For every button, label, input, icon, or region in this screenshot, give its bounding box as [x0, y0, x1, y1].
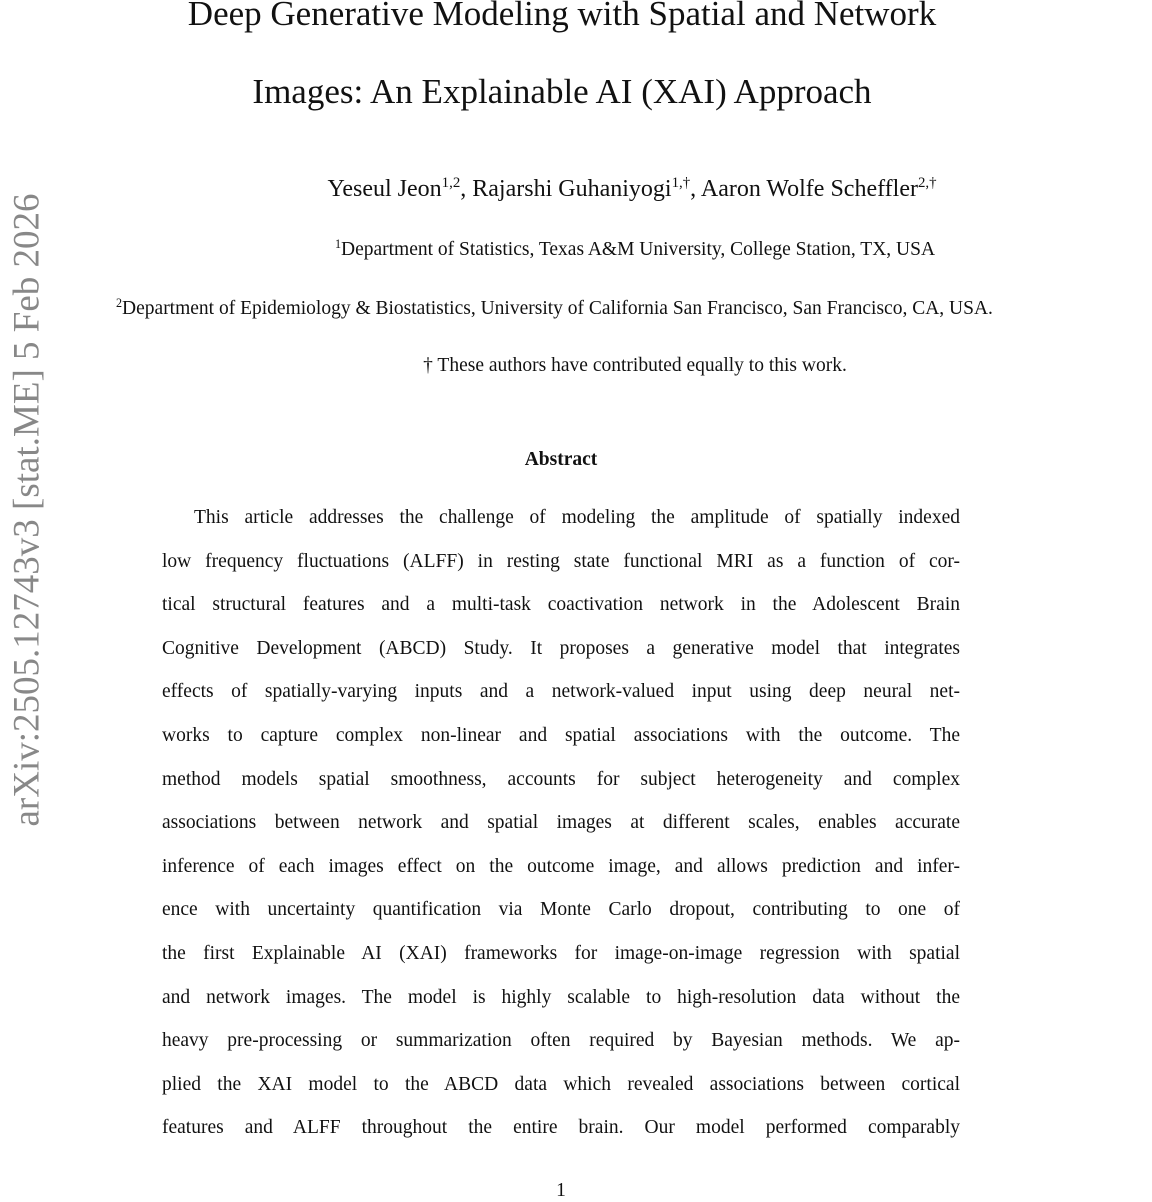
equal-contribution-note: † These authors have contributed equally to this work. — [423, 355, 847, 376]
abstract-line: effects of spatially-varying inputs and a network-valued input using deep neural net- — [162, 681, 960, 703]
abstract-line: ence with uncertainty quantification via Monte Carlo dropout, contributing to one of — [162, 899, 960, 921]
abstract-body — [162, 505, 960, 1159]
abstract-line: tical structural features and a multi-task coactivation network in the Adolescent Brain — [162, 594, 960, 616]
author-name: Aaron Wolfe Scheffler — [700, 176, 918, 202]
abstract-line: This article addresses the challenge of modeling the amplitude of spatially indexed — [194, 507, 960, 528]
abstract-heading: Abstract — [524, 449, 598, 470]
abstract-line: works to capture complex non-linear and spatial associations with the outcome. The — [162, 724, 960, 746]
abstract-line: low frequency fluctuations (ALFF) in resting state functional MRI as a function of cor- — [162, 550, 960, 572]
page-number: 1 — [556, 1180, 566, 1201]
affiliation-text: Department of Epidemiology & Biostatistics, University of California San Francisco, San Francisco, CA, USA. — [122, 298, 993, 319]
paper-title-line-1: Deep Generative Modeling with Spatial and Network — [187, 0, 937, 33]
abstract-line: Cognitive Development (ABCD) Study. It proposes a generative model that integrates — [162, 637, 960, 659]
affiliation-1 — [0, 236, 1152, 261]
affiliation-text: Department of Statistics, Texas A&M University, College Station, TX, USA — [340, 239, 936, 260]
arxiv-identifier-stamp: arXiv:2505.12743v3 [stat.ME] 5 Feb 2026 — [6, 193, 48, 827]
abstract-line: inference of each images effect on the outcome image, and allows prediction and infer- — [162, 855, 960, 877]
author-affiliation-marker: 2,† — [917, 175, 937, 192]
author-name: Yeseul Jeon — [327, 176, 442, 202]
abstract-line: plied the XAI model to the ABCD data which revealed associations between cortical — [162, 1073, 960, 1095]
abstract-line: the first Explainable AI (XAI) frameworks for image-on-image regression with spatial — [162, 942, 960, 964]
author-name: Rajarshi Guhaniyogi — [472, 176, 672, 202]
abstract-line: and network images. The model is highly scalable to high-resolution data without the — [162, 986, 960, 1008]
abstract-line: features and ALFF throughout the entire brain. Our model performed comparably — [162, 1117, 960, 1139]
abstract-line: associations between network and spatial images at different scales, enables accurate — [162, 812, 960, 834]
affiliation-2 — [116, 295, 1152, 320]
author-list: Yeseul Jeon$^{1,2}$, Rajarshi Guhaniyogi$^{1,\dagger}$, Aaron Wolfe Scheffler$^{2,\dagger}$ — [327, 175, 937, 202]
abstract-line: method models spatial smoothness, accounts for subject heterogeneity and complex — [162, 768, 960, 790]
author-affiliation-marker: 1,† — [671, 175, 691, 192]
affiliation-marker: 2 — [116, 295, 123, 310]
abstract-line: heavy pre-processing or summarization often required by Bayesian methods. We ap- — [162, 1030, 960, 1052]
affiliation-marker: 1 — [334, 236, 341, 251]
author-affiliation-marker: 1,2 — [441, 175, 461, 192]
paper-title-line-2: Images: An Explainable AI (XAI) Approach — [252, 72, 872, 111]
